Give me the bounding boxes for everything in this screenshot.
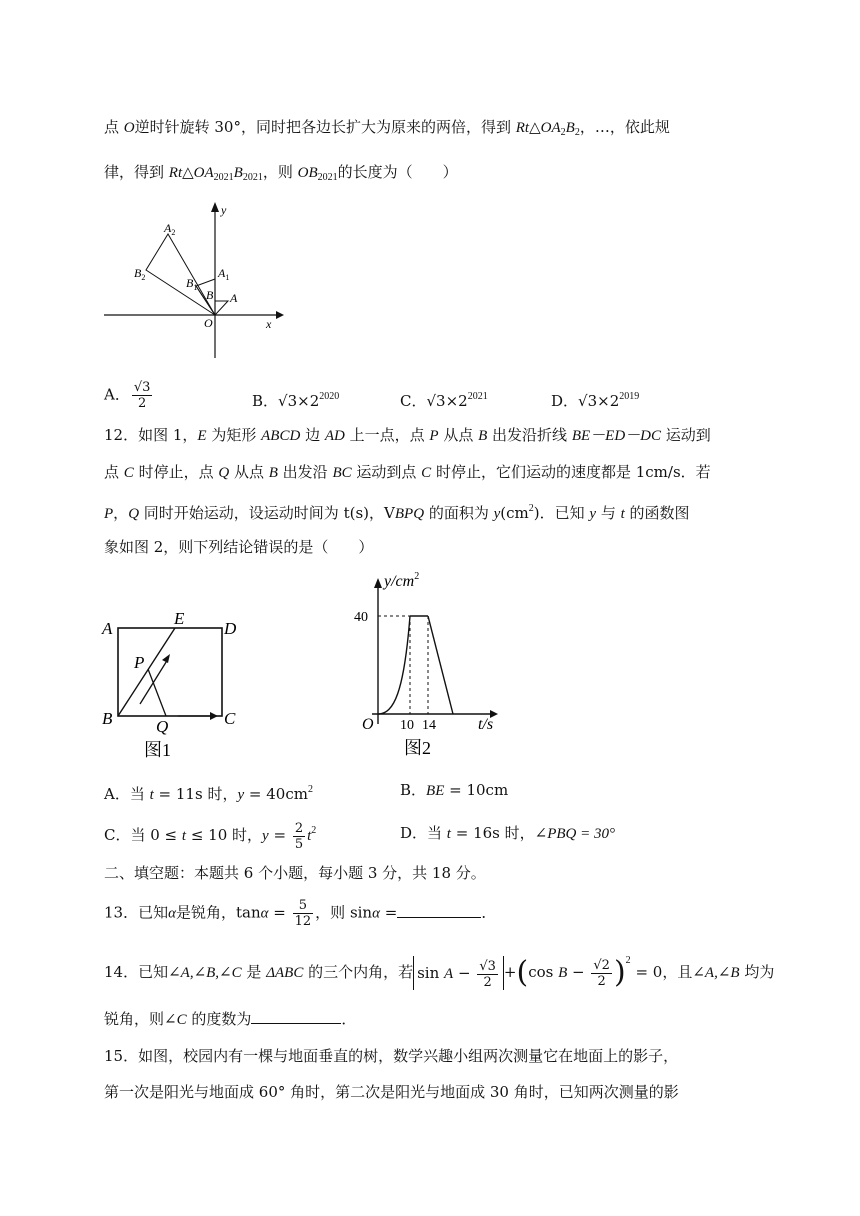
label-B2: $B_2$ xyxy=(134,266,146,282)
math-var: OA xyxy=(540,120,561,136)
value-40: 40 xyxy=(354,610,368,625)
answer-blank[interactable] xyxy=(251,1009,341,1024)
q11-rotation-figure xyxy=(100,198,290,363)
math-var: OA xyxy=(193,165,214,181)
tick-10: 10 xyxy=(400,718,414,733)
q12-line1: 12．如图 1，E 为矩形 ABCD 边 AD 上一点，点 P 从点 B 出发沿折线 BE－ED－DC 运动到 xyxy=(104,426,711,444)
label-B1: $B_1$ xyxy=(186,276,198,292)
arrow-P-head xyxy=(162,654,170,663)
q13-line: 13．已知α是锐角，tanα = $\frac{5}{12}$ ，则 sinα = ． xyxy=(104,898,497,929)
y-axis-arrow xyxy=(211,202,219,212)
x-axis-arrow xyxy=(276,311,284,319)
figure-caption: 图1 xyxy=(144,740,171,760)
math-var: O xyxy=(123,120,135,136)
q11-option-d: D．$√3\times 2^{2019}$ xyxy=(551,391,640,410)
q12-option-d: D．当 t = 16s 时，∠PBQ = 30° xyxy=(400,824,615,842)
q12-line3: P，Q 同时开始运动，设运动时间为 t(s)，VBPQ 的面积为 $y(cm^2)$．已知 y 与 t 的函数图 xyxy=(104,503,690,522)
triangle-OA2B2 xyxy=(146,234,215,315)
text: 点 xyxy=(104,118,124,136)
label-D: D xyxy=(224,619,237,638)
label-A2: $A_2$ xyxy=(164,221,176,237)
q12-option-c: C．当 0 ≤ t ≤ 10 时，y = $\frac{2}{5}$ $t^2$ xyxy=(104,820,317,852)
label-A: A xyxy=(230,291,238,305)
q11-line2 xyxy=(104,161,458,189)
y-label: $y/cm^2$ xyxy=(384,572,420,590)
q12-line4: 象如图 2，则下列结论错误的是（ ） xyxy=(104,538,374,556)
text: ，…，依此规 xyxy=(579,118,670,136)
triangle-OAB xyxy=(215,301,228,315)
q15-line1: 15．如图，校园内有一棵与地面垂直的树，数学兴趣小组两次测量它在地面上的影子， xyxy=(104,1047,679,1065)
q12-option-a: A．当 t = 11s 时，$y = 40cm^2$ xyxy=(104,784,313,803)
q15-line2: 第一次是阳光与地面成 60° 角时，第二次是阳光与地面成 30 角时，已知两次测量的影 xyxy=(104,1083,679,1101)
label-A1: $A_1$ xyxy=(218,266,230,282)
label-y: y xyxy=(221,203,227,217)
label-O: O xyxy=(204,316,213,330)
curve-segment xyxy=(378,616,410,714)
q14-line1: 14．已知∠A,∠B,∠C 是 ΔABC 的三个内角，若 sin A − $\frac{√3}{2}$ +(cos B − $\frac{√2}{2}$ )$^2$ = 0，且∠A,∠B 均为 xyxy=(104,955,775,990)
fraction: $\frac{√3}{2}$ xyxy=(133,380,151,411)
text: 律，得到 xyxy=(104,163,169,181)
tick-14: 14 xyxy=(422,718,436,733)
label-x: x xyxy=(266,317,272,331)
option-letter: D． xyxy=(551,392,579,410)
label-E: E xyxy=(174,609,185,628)
q11-option-b: B．$√3\times 2^{2020}$ xyxy=(252,391,340,410)
label-Q: Q xyxy=(156,717,169,736)
rectangle-ABCD xyxy=(118,628,222,716)
math-var: Rt xyxy=(515,120,530,136)
text: 的长度为（ ） xyxy=(337,163,458,181)
y-axis-arrow xyxy=(374,578,382,588)
q12-figure1-rectangle xyxy=(98,604,248,768)
text: 逆时针旋转 30°，同时把各边长扩大为原来的两倍，得到 xyxy=(134,118,516,136)
triangle-symbol: △ xyxy=(182,163,194,181)
q14-line2: 锐角，则∠C 的度数为 ． xyxy=(104,1010,357,1028)
falling-segment xyxy=(428,616,453,714)
triangle-symbol: △ xyxy=(529,118,541,136)
subscript: 2 xyxy=(574,127,580,138)
option-letter: A． xyxy=(104,385,130,404)
subscript: 2021 xyxy=(242,172,263,183)
subscript: 2021 xyxy=(213,172,234,183)
subscript: 2021 xyxy=(317,172,338,183)
math-var: Rt xyxy=(168,165,183,181)
figure-caption: 图2 xyxy=(404,738,431,758)
label-B: B xyxy=(206,288,214,302)
q12-option-b: B．BE = 10cm xyxy=(400,781,509,799)
fraction: $\frac{2}{5}$ xyxy=(294,820,304,852)
math-var: B xyxy=(565,120,575,136)
option-letter: C． xyxy=(400,392,427,410)
fraction: $\frac{5}{12}$ xyxy=(294,898,312,929)
q12-figure2-graph xyxy=(350,572,510,768)
label-B: B xyxy=(102,709,113,728)
absolute-value: sin A − $\frac{√3}{2}$ xyxy=(413,956,504,990)
q11-option-c: C．$√3\times 2^{2021}$ xyxy=(400,391,488,410)
q11-line1 xyxy=(104,116,670,144)
math-var: B xyxy=(233,165,243,181)
q12-line2: 点 C 时停止，点 Q 从点 B 出发沿 BC 运动到点 C 时停止，它们运动的速度都是 1cm/s．若 xyxy=(104,463,711,481)
subscript: 2 xyxy=(560,127,566,138)
q11-option-a xyxy=(104,380,154,411)
text: ，则 xyxy=(262,163,298,181)
answer-blank[interactable] xyxy=(397,903,481,918)
label-O: O xyxy=(362,716,374,733)
segment-BE xyxy=(118,628,175,716)
section-heading: 二、填空题：本题共 6 个小题，每小题 3 分，共 18 分。 xyxy=(104,864,486,882)
arrow-Q-head xyxy=(210,712,218,720)
label-P: P xyxy=(134,653,145,672)
math-var: OB xyxy=(297,165,318,181)
option-letter: B． xyxy=(252,392,279,410)
t-label: t/s xyxy=(478,716,494,733)
label-A: A xyxy=(102,619,113,638)
label-C: C xyxy=(224,709,236,728)
